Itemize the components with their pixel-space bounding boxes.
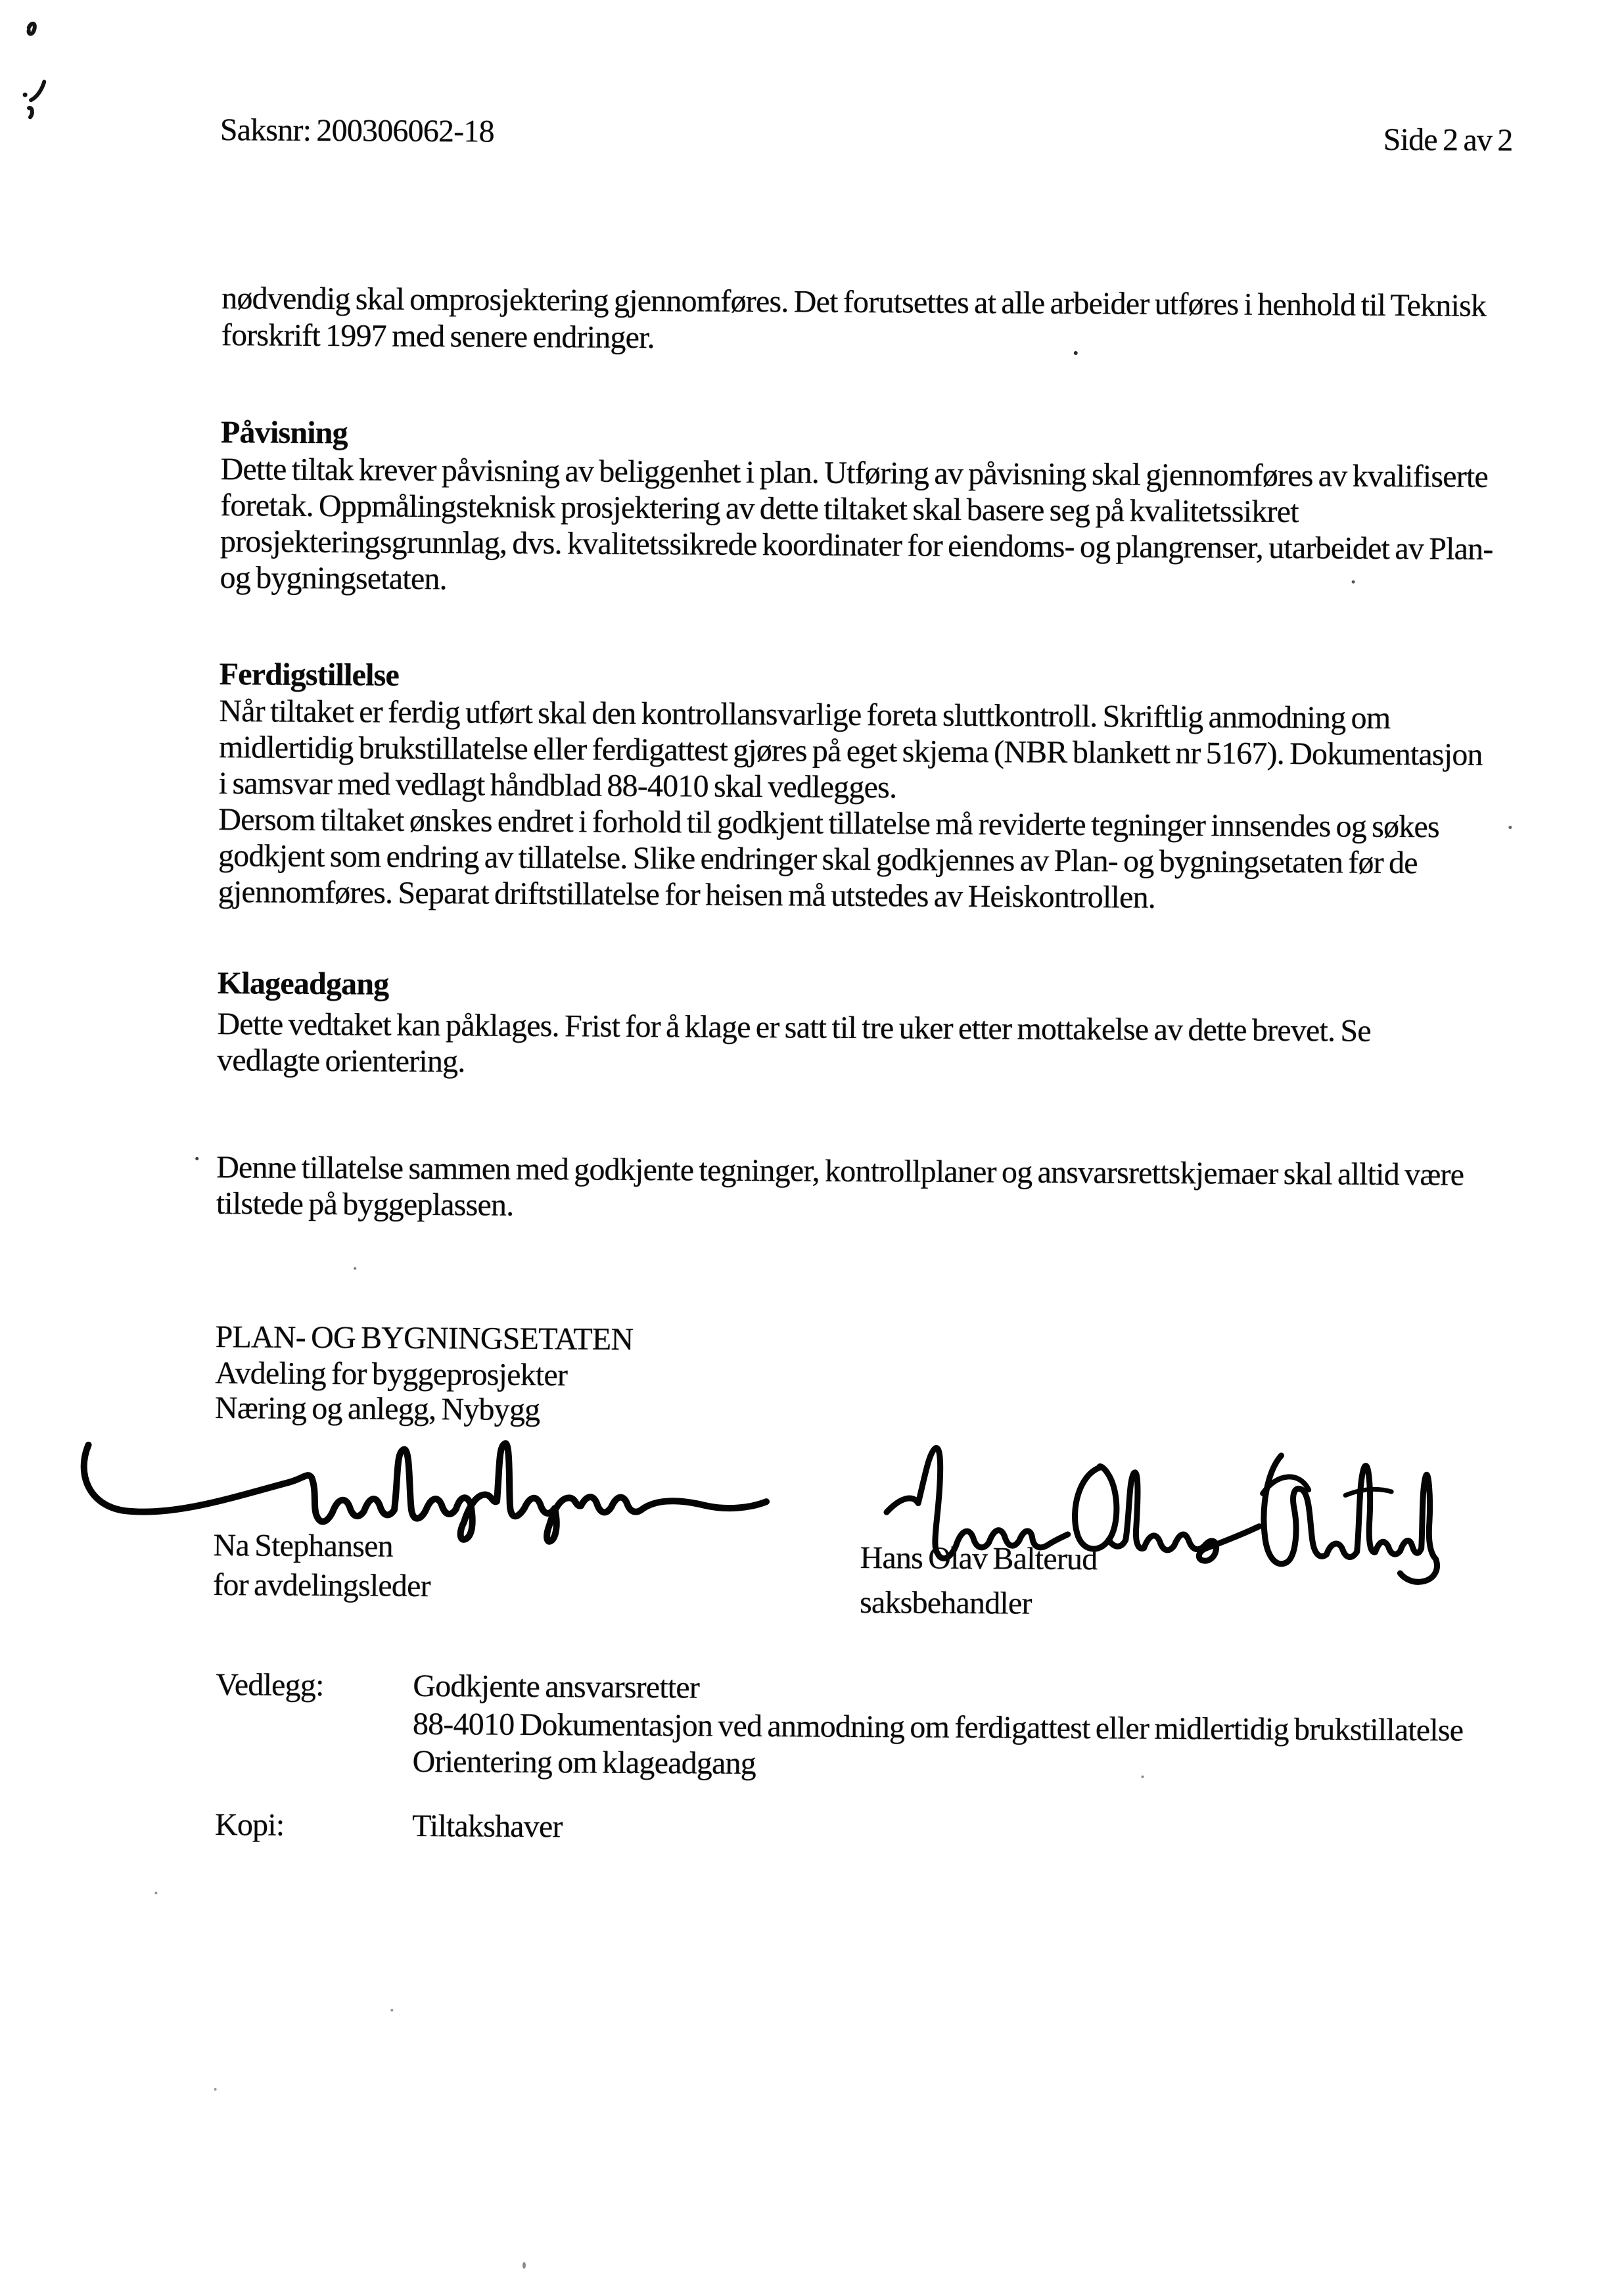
body-line: midlertidig brukstillatelse eller ferdigattest gjøres på eget skjema (NBR blankett nr 5167). Dokumentasjon — [218, 730, 1483, 772]
unit-name: Næring og anlegg, Nybygg — [214, 1390, 540, 1428]
signatory-role: saksbehandler — [859, 1585, 1032, 1621]
header-case-number: Saksnr: 200306062-18 — [220, 112, 494, 149]
department-name: Avdeling for byggeprosjekter — [215, 1356, 568, 1393]
scan-speck — [522, 2262, 526, 2269]
body-line: foretak. Oppmålingsteknisk prosjektering av dette tiltaket skal basere seg på kvalitetssikret — [220, 488, 1299, 530]
scan-speck — [390, 2009, 393, 2012]
copy-label: Kopi: — [214, 1807, 285, 1843]
closing-line: tilstede på byggeplassen. — [216, 1186, 514, 1223]
scan-speck — [154, 1891, 157, 1894]
scan-speck — [1074, 351, 1078, 355]
signatory-name: Na Stephansen — [213, 1528, 394, 1564]
scan-artifact — [11, 14, 71, 127]
section-heading-pavisning: Påvisning — [220, 415, 348, 451]
attachment-item: Orientering om klageadgang — [412, 1743, 756, 1782]
signatory-role: for avdelingsleder — [213, 1567, 430, 1604]
intro-line: nødvendig skal omprosjektering gjennomføres. Det forutsettes at alle arbeider utføres i henhold til Teknisk — [221, 281, 1487, 323]
body-line: og bygningsetaten. — [220, 560, 447, 597]
body-line: i samsvar med vedlagt håndblad 88-4010 skal vedlegges. — [218, 766, 897, 805]
signature-stephansen — [76, 1424, 780, 1553]
header-page-number: Side 2 av 2 — [1383, 122, 1513, 158]
scan-speck — [1142, 1776, 1144, 1778]
attachment-item: Godkjente ansvarsretter — [413, 1668, 700, 1705]
body-line: Dette vedtaket kan påklages. Frist for å klage er satt til tre uker etter mottakelse av dette brevet. Se — [217, 1007, 1372, 1049]
intro-line: forskrift 1997 med senere endringer. — [221, 318, 655, 356]
closing-line: Denne tillatelse sammen med godkjente tegninger, kontrollplaner og ansvarsrettskjemaer skal alltid være — [216, 1150, 1464, 1193]
section-heading-ferdigstillelse: Ferdigstillelse — [219, 657, 400, 693]
scan-speck — [1508, 826, 1512, 829]
body-line: Dersom tiltaket ønskes endret i forhold til godkjent tillatelse må reviderte tegninger innsendes og søkes — [218, 802, 1440, 845]
section-heading-klageadgang: Klageadgang — [217, 966, 389, 1002]
scan-speck — [214, 2088, 217, 2091]
body-line: godkjent som endring av tillatelse. Slike endringer skal godkjennes av Plan- og bygningsetaten før de — [218, 838, 1418, 881]
body-line: Når tiltaket er ferdig utført skal den kontrollansvarlige foreta sluttkontroll. Skriftlig anmodning om — [219, 694, 1391, 736]
scan-speck — [354, 1267, 356, 1269]
attachments-label: Vedlegg: — [216, 1667, 324, 1703]
body-line: prosjekteringsgrunnlag, dvs. kvalitetssikrede koordinater for eiendoms- og plangrenser, utarbeidet av Plan- — [220, 524, 1493, 567]
agency-name: PLAN- OG BYGNINGSETATEN — [215, 1319, 634, 1357]
scan-speck — [195, 1157, 198, 1160]
attachment-item: 88-4010 Dokumentasjon ved anmodning om ferdigattest eller midlertidig brukstillatelse — [412, 1706, 1464, 1748]
body-line: vedlagte orientering. — [216, 1043, 465, 1079]
body-line: gjennomføres. Separat driftstillatelse for heisen må utstedes av Heiskontrollen. — [218, 874, 1156, 915]
body-line: Dette tiltak krever påvisning av beliggenhet i plan. Utføring av påvisning skal gjennomføres av kvalifiserte — [220, 452, 1489, 494]
copy-value: Tiltakshaver — [411, 1808, 563, 1845]
signatory-name: Hans Olav Balterud — [860, 1540, 1098, 1577]
scan-speck — [1352, 580, 1355, 584]
